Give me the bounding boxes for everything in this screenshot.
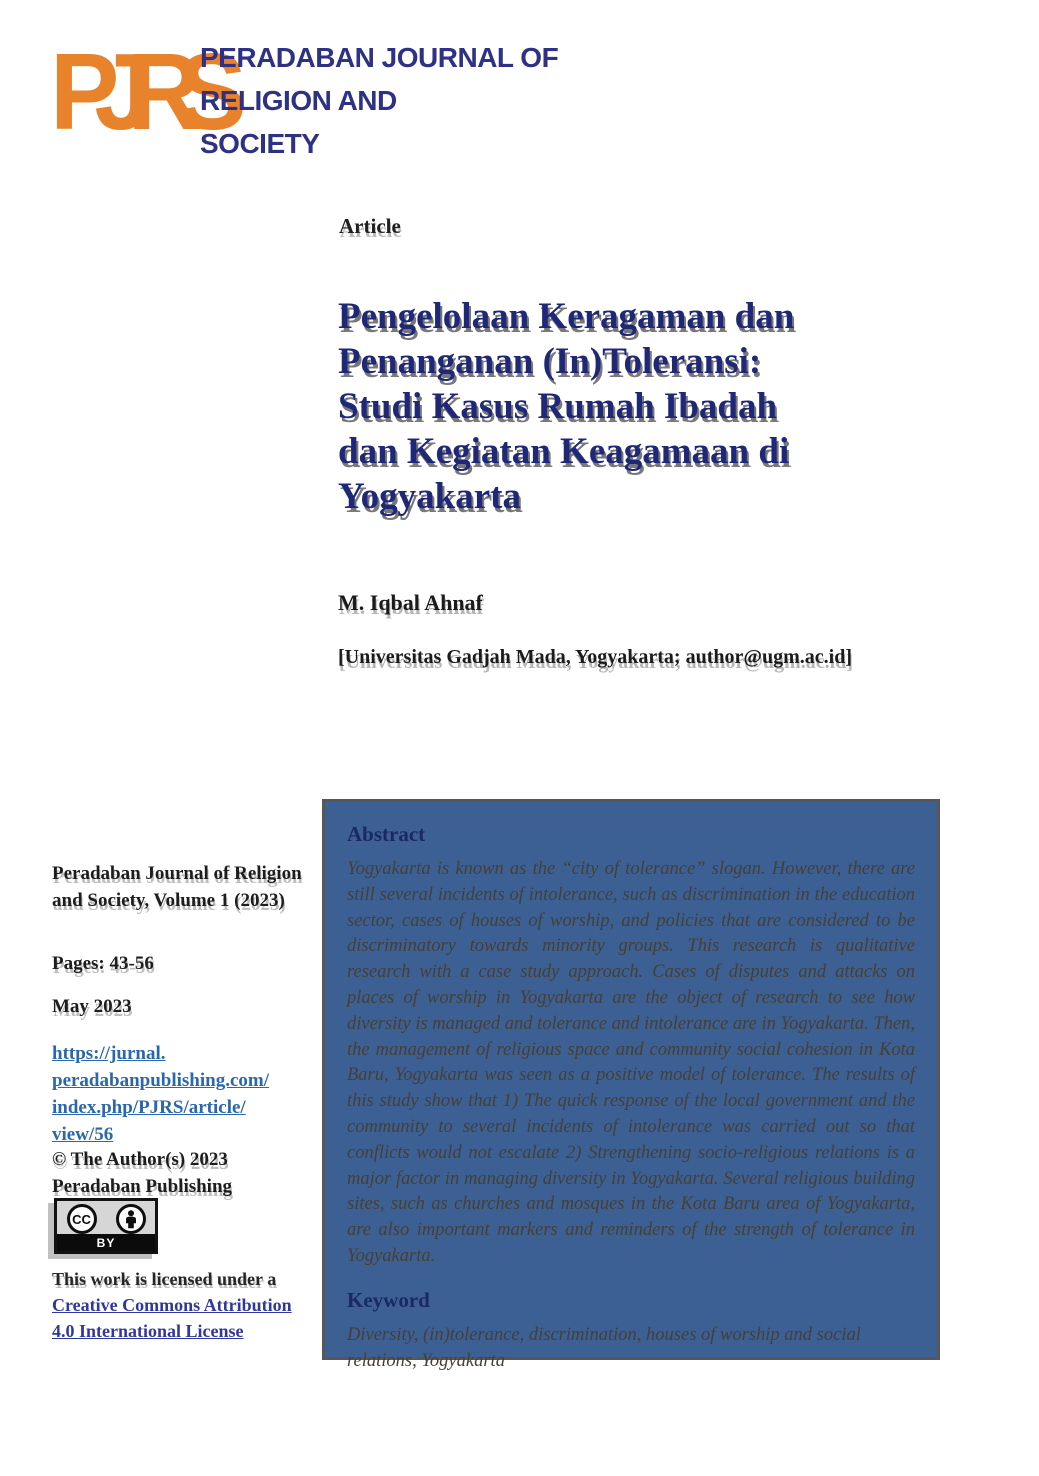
journal-logo: PJRS — [50, 32, 222, 153]
abstract-text: Yogyakarta is known as the “city of tolerance” slogan. However, there are still several incidents of intolerance, such as discrimination in the education sector, cases of houses of worship, and policies that are considered to be discriminatory towards minority groups. This research is qualitative research with a case study approach. Cases of disputes and attacks on places of worship in Yogyakarta are the object of research to see how diversity is managed and tolerance and intolerance are in Yogyakarta. Then, the management of religious space and community social cohesion in Kota Baru, Yogyakarta was seen as a positive model of tolerance. The results of this study show that 1) The quick response of the local government and the community to several incidents of intolerance was carried out so that conflicts would not escalate 2) Strengthening socio-religious relations is a major factor in managing diversity in Yogyakarta. Several religious building sites, such as churches and mosques in the Kota Baru area of Yogyakarta, are also important markers and reminders of the strength of tolerance in Yogyakarta. — [347, 859, 915, 1266]
article-title-line: Studi Kasus Rumah Ibadah — [338, 386, 778, 427]
article-title-line: dan Kegiatan Keagamaan di — [338, 431, 790, 472]
cc-badge-icons — [57, 1201, 155, 1237]
article-url-line[interactable]: index.php/PJRS/article/ — [52, 1097, 246, 1118]
copyright-line: Peradaban Publishing — [52, 1176, 233, 1197]
author-name: M. Iqbal Ahnaf — [338, 590, 483, 615]
attribution-person-icon — [116, 1204, 146, 1234]
sidebar-license — [52, 1266, 312, 1344]
journal-name — [200, 36, 558, 165]
journal-name-line: RELIGION AND — [200, 85, 397, 116]
abstract-box — [322, 799, 940, 1371]
journal-name-line: SOCIETY — [200, 128, 320, 159]
article-url-link[interactable] — [52, 1040, 312, 1148]
cc-by-label: BY — [57, 1234, 155, 1251]
keyword-text: Diversity, (in)tolerance, discrimination, houses of worship and social relations, Yogyakarta — [347, 1324, 861, 1371]
article-title — [338, 294, 928, 519]
article-url-line[interactable]: peradabanpublishing.com/ — [52, 1070, 269, 1091]
article-section-label: Article — [339, 214, 401, 238]
author-affiliation: [Universitas Gadjah Mada, Yogyakarta; author@ugm.ac.id] — [338, 646, 852, 668]
sidebar-pages: Pages: 43-56 — [52, 953, 154, 974]
sidebar-published-date: May 2023 — [52, 996, 132, 1017]
abstract-heading: Abstract — [347, 822, 426, 846]
sidebar-copyright — [52, 1146, 312, 1200]
article-title-line: Penanganan (In)Toleransi: — [338, 341, 762, 382]
cc-by-license-badge[interactable] — [54, 1198, 158, 1254]
article-url-line[interactable]: https://jurnal. — [52, 1043, 166, 1064]
article-title-line: Yogyakarta — [338, 476, 521, 517]
article-title-line: Pengelolaan Keragaman dan — [338, 296, 795, 337]
keyword-heading: Keyword — [347, 1287, 430, 1312]
copyright-line: © The Author(s) 2023 — [52, 1149, 228, 1170]
cc-icon: CC — [67, 1204, 97, 1234]
sidebar-journal-info: Peradaban Journal of Religion and Society, Volume 1 (2023) — [52, 863, 302, 911]
journal-name-line: PERADABAN JOURNAL OF — [200, 42, 559, 73]
sidebar-article-url — [52, 1040, 312, 1148]
license-prefix-text: This work is licensed under a — [52, 1269, 277, 1289]
license-link[interactable]: Creative Commons Attribution 4.0 International License — [52, 1295, 292, 1341]
article-url-line[interactable]: view/56 — [52, 1124, 114, 1145]
